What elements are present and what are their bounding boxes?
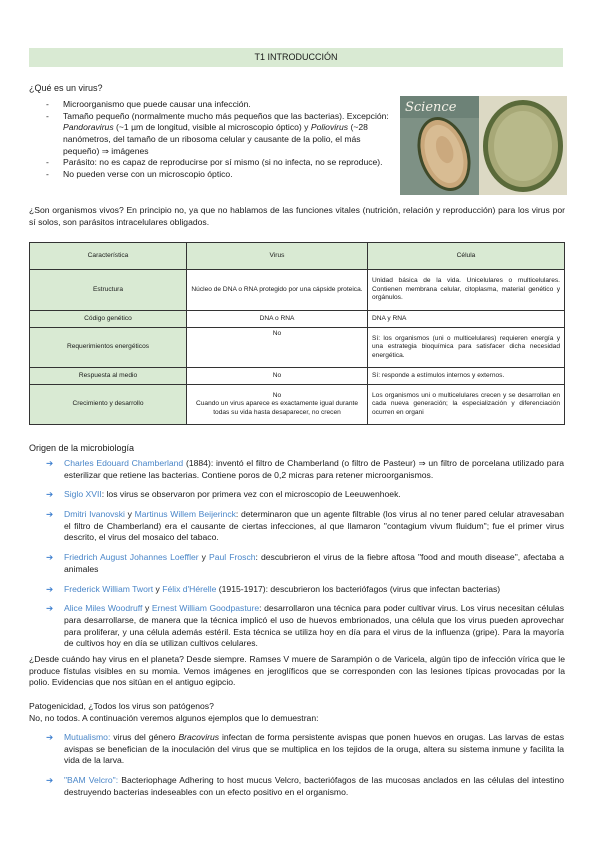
person-link[interactable]: Charles Edouard Chamberland (64, 458, 184, 468)
person-link[interactable]: Dmitri Ivanovski (64, 509, 125, 520)
table-header-cell: Característica (30, 243, 187, 270)
table-row (30, 328, 565, 368)
person-link[interactable]: "BAM Velcro": (64, 775, 119, 786)
table-row (30, 368, 565, 385)
table-header-cell: Célula (368, 243, 565, 270)
comparison-table (29, 242, 565, 425)
table-cell: Los organismos uni o multicelulares crecen y se desarrollan en cada nueva generación; la especialización y diferenciación ocurren en organi (368, 385, 565, 425)
list-item: ➔ Charles Edouard Chamberland (1884): inventó el filtro de Chamberland (o filtro de Pasteur) ⇒ un filtro de porcelana utilizado para esterilizar que retiene las bacterias. Contiene poros de 0,2 micras para retener microorganismos. (46, 458, 564, 480)
origin-heading: Origen de la microbiología (29, 443, 135, 453)
arrow-icon: ➔ (46, 458, 54, 468)
person-link[interactable]: Alice Miles Woodruff (64, 603, 143, 614)
table-cell: Crecimiento y desarrollo (30, 385, 187, 425)
person-link[interactable]: Ernest William Goodpasture (151, 603, 260, 614)
arrow-icon: ➔ (46, 552, 54, 563)
cover-title: Science (405, 100, 457, 115)
science-cover-image (400, 96, 488, 195)
table-cell: Requerimientos energéticos (30, 328, 187, 368)
person-link[interactable]: Paul Frosch (209, 552, 256, 563)
list-item: - Microorganismo que puede causar una infección. (46, 99, 251, 109)
list-item: ➔ Alice Miles Woodruff y Ernest William Goodpasture: desarrollaron una técnica para poder cultivar virus. Los virus necesitan células para desarrollarse, de manera que la técnica implicó el uso de huevos embrionados, una célula que los virus pueden aprovechar para proliferar, y una célula además estéril. Esta técnica se utiliza hoy en día para el virus de la influenza (gripe). Para la mayoría de cultivos hoy en día se utilizan cultivos celulares. (46, 603, 564, 649)
list-item: - No pueden verse con un microscopio óptico. (46, 169, 233, 180)
virus-bullet-list (46, 99, 391, 181)
table-cell: DNA y RNA (368, 311, 565, 328)
person-link[interactable]: Martinus Willem Beijerinck (134, 509, 236, 520)
arrow-icon: ➔ (46, 775, 54, 786)
question-since-when: ¿Desde cuándo hay virus en el planeta? Desde siempre. Ramses V muere de Sarampión o de Varicela, algún tipo de infección vírica que le produce fístulas visibles en su momia. Vemos imágenes en jeroglíficos que se corresponden con las lesiones típicas provocadas por la polio. Evidencias que nos sitúan en el antiguo egipcio. (29, 654, 565, 688)
table-header-cell: Virus (187, 243, 368, 270)
page-title: T1 INTRODUCCIÓN (29, 48, 563, 67)
table-row (30, 311, 565, 328)
arrow-icon: ➔ (46, 583, 54, 594)
virus-micrograph-image (479, 96, 567, 195)
pathogenicity-answer: No, no todos. A continuación veremos algunos ejemplos que lo demuestran: (29, 713, 319, 723)
question-pathogenicity: Patogenicidad, ¿Todos los virus son patógenos? (29, 701, 214, 711)
list-item: ➔ "BAM Velcro": Bacteriophage Adhering to host mucus Velcro, bacteriófagos de las mucosas anclados en las células del intestino destruyendo bacterias indeseables con un efecto positivo en el organismo. (46, 775, 565, 797)
list-item: ➔ Friedrich August Johannes Loeffler y Paul Frosch: descubrieron el virus de la fiebre aftosa "food and mouth disease", afectaba a animales (46, 552, 564, 574)
person-link[interactable]: Mutualismo: (64, 732, 111, 742)
table-cell: No (187, 368, 368, 385)
table-cell: Sí: los organismos (uni o multicelulares) requieren energía y una estrategia bioquímica para satisfacer dicha necesidad energética. (368, 328, 565, 368)
table-cell: No Cuando un virus aparece es exactamente igual durante todas su vida hasta desaparecer, no crecen (187, 385, 368, 425)
arrow-icon: ➔ (46, 603, 54, 614)
list-item: - Tamaño pequeño (normalmente mucho más pequeños que las bacterias). Excepción: Pandoravirus (~1 µm de longitud, visible al microscopio óptico) y Poliovirus (~28 nanómetros, del tamaño de un ribosoma celular y causante de la polio, el más pequeño) ⇒ imágenes (46, 110, 389, 156)
list-item: - Parásito: no es capaz de reproducirse por sí mismo (si no infecta, no se reproduce). (46, 157, 383, 168)
arrow-icon: ➔ (46, 489, 54, 500)
table-cell: Unidad básica de la vida. Unicelulares o multicelulares. Contienen membrana celular, citoplasma, material genético y orgánulos. (368, 270, 565, 311)
bullet-text: Tamaño pequeño (normalmente mucho más pequeños que las bacterias). Excepción: Pandoravirus (~1 µm de longitud, visible al microscopio óptico) y Poliovirus (~28 nanómetros, del tamaño de un ribosoma celular y causante de la polio, el más pequeño) ⇒ imágenes (63, 110, 389, 156)
person-link[interactable]: Siglo XVII (64, 489, 102, 500)
list-item: ➔ Mutualismo: virus del género Bracovirus infectan de forma persistente avispas que ponen huevos en orugas. Las larvas de estas avispas se benefician de la inoculación del virus que se multiplica en los tejidos de la oruga, altera su sistema inmune y facilita la vida de la larva. (46, 732, 565, 766)
table-cell: Sí: responde a estímulos internos y externos. (368, 368, 565, 385)
list-item: ➔ Siglo XVII: los virus se observaron por primera vez con el microscopio de Leeuwenhoek. (46, 489, 401, 500)
arrow-icon: ➔ (46, 509, 54, 520)
table-row (30, 385, 565, 425)
table-header-row (30, 243, 565, 270)
question-what-is-virus: ¿Qué es un virus? (29, 83, 103, 93)
person-link[interactable]: Frederick William Twort (64, 583, 154, 594)
table-cell: DNA o RNA (187, 311, 368, 328)
list-item: ➔ Dmitri Ivanovski y Martinus Willem Beijerinck: determinaron que un agente filtrable (los virus al no tener pared celular atravesaban el filtro de Chamberland) era el causante de ciertas infecciones, al que llamaron "contagium vivum fluidum"; fue el primer virus descrito, el virus del mosaico del tabaco. (46, 509, 564, 543)
person-link[interactable]: Friedrich August Johannes Loeffler (64, 552, 199, 563)
table-cell: No (187, 328, 368, 368)
table-cell: Estructura (30, 270, 187, 311)
table-cell: Núcleo de DNA o RNA protegido por una cápside proteica. (187, 270, 368, 311)
question-alive: ¿Son organismos vivos? En principio no, ya que no hablamos de las funciones vitales (nutrición, relación y reproducción) para los virus por sí solos, son parásitos intracelulares obligados. (29, 205, 565, 227)
list-item: ➔ Frederick William Twort y Félix d'Hérelle (1915-1917): descubrieron los bacteriófagos (virus que infectan bacterias) (46, 583, 501, 594)
arrow-icon: ➔ (46, 732, 54, 742)
table-row (30, 270, 565, 311)
table-cell: Respuesta al medio (30, 368, 187, 385)
pathogenicity-list (46, 732, 564, 806)
table-cell: Código genético (30, 311, 187, 328)
person-link[interactable]: Félix d'Hérelle (162, 583, 217, 594)
origin-list (46, 458, 564, 658)
